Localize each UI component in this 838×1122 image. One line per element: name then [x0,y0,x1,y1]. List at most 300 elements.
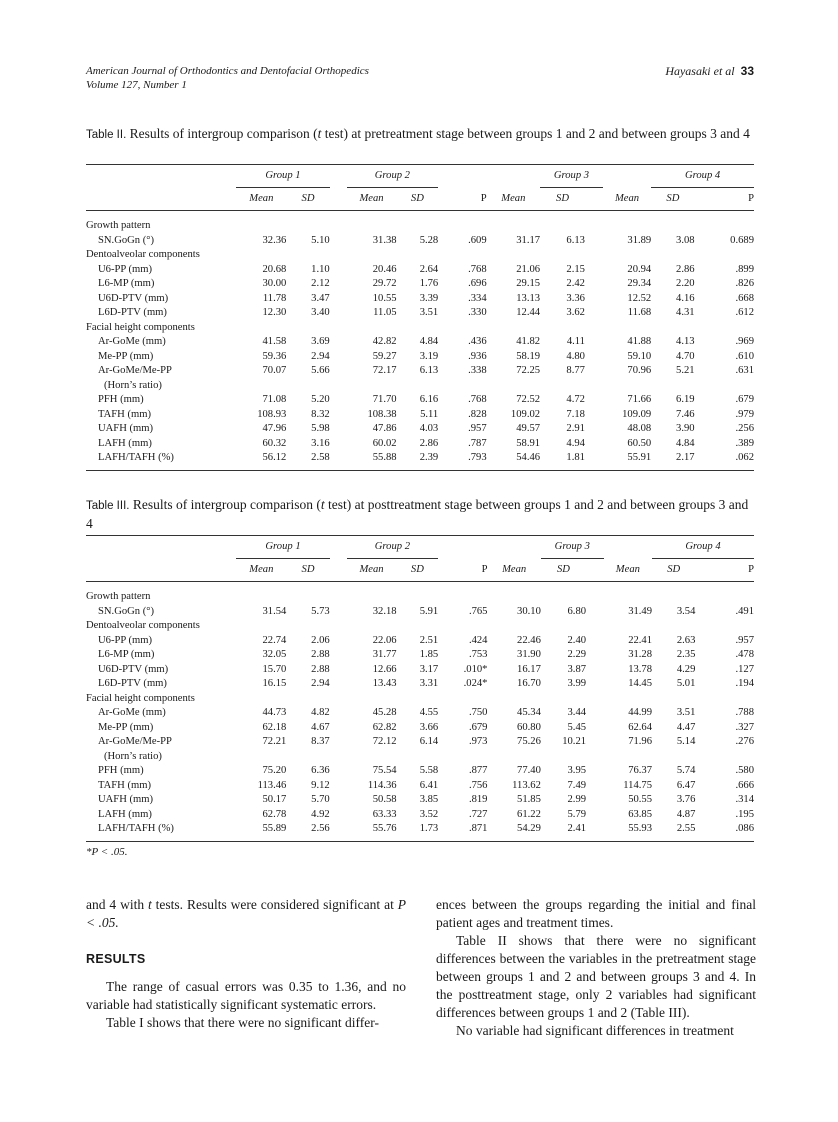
table-cell: 72.21 [262,736,287,747]
table-cell: 5.21 [676,365,695,376]
table-cell: 5.01 [676,678,696,689]
table-cell: .338 [468,365,487,376]
table-cell: 77.40 [517,765,541,776]
table-cell: 48.08 [627,423,652,434]
spacer-cell [585,437,603,452]
table-cell: .871 [468,823,488,834]
table-cell: .609 [468,234,487,246]
table-cell: 2.42 [566,278,585,289]
row-label: L6D-PTV (mm) [98,678,167,689]
table-cell: 10.21 [562,736,587,747]
table-cell: .877 [468,765,488,776]
table2-subhead-p: P [480,192,487,204]
spacer-cell [330,393,347,408]
table-cell: 1.10 [311,263,330,275]
spacer-cell [330,779,347,794]
table-cell: 47.96 [262,423,287,434]
row-label: L6D-PTV (mm) [98,307,167,318]
table-row [86,735,754,750]
table-cell: .580 [735,765,754,776]
row-label: PFH (mm) [98,394,144,405]
section-label: Facial height components [86,692,195,704]
table-cell: 8.37 [311,736,330,747]
spacer-cell [586,793,604,808]
table-cell: 5.91 [419,605,439,617]
journal-title: American Journal of Orthodontics and Dentofacial Orthopedics [86,65,369,77]
table-cell: 55.88 [372,452,397,463]
table-cell: 2.88 [311,663,330,675]
table-row [86,306,754,321]
table-cell: 1.85 [419,649,439,660]
table2-label: Table II. [86,129,127,141]
table-cell: 9.12 [311,779,330,791]
spacer-cell [330,364,347,379]
table-cell: .696 [468,278,487,289]
table-cell: 2.20 [676,278,695,289]
table3-subhead-blank [86,559,236,582]
table3-group-3: Group 3 [541,536,604,559]
table-cell: 5.66 [311,365,330,376]
table-cell: 4.82 [311,707,330,718]
table2-caption-t: t [317,126,322,141]
body-left-p1-c: P < .05. [86,897,406,930]
table-cell: .788 [735,707,754,718]
spacer-cell [585,335,603,350]
row-label: L6-MP (mm) [98,278,155,289]
table-cell: 13.78 [628,663,653,675]
spacer-cell [330,350,347,365]
table-cell: .194 [735,678,754,689]
table-cell: 72.12 [372,736,397,747]
table3-subhead-sd: SD [410,563,424,575]
table-cell: 4.87 [676,808,696,820]
table-cell: 2.29 [567,649,587,660]
table-cell: .756 [468,779,488,791]
table-cell: 55.76 [372,823,397,834]
table-cell: 8.77 [566,365,585,376]
row-label: LAFH (mm) [98,437,152,449]
row-label: Me-PP (mm) [98,350,154,362]
table-section-row [86,211,754,234]
spacer-cell [585,393,603,408]
table-row [86,422,754,437]
row-label: U6D-PTV (mm) [98,292,169,304]
table-cell: .668 [735,292,754,304]
table-cell: 75.20 [262,765,287,776]
table-cell: .086 [735,823,754,834]
spacer-cell [330,408,347,423]
table-cell: 2.99 [567,794,587,805]
table3-subhead-sd: SD [556,563,570,575]
table-row [86,277,754,292]
spacer-cell [586,822,604,841]
row-note: (Horn’s ratio) [104,750,162,762]
table-cell: 47.86 [372,423,397,434]
table-cell: 3.69 [311,336,330,347]
table-cell: 4.67 [311,721,330,733]
table-cell: .327 [735,721,754,733]
table-cell: .969 [735,336,754,347]
table-cell: 59.36 [262,350,287,362]
table-cell: 2.51 [419,634,439,646]
table-cell: 3.90 [676,423,695,434]
table-cell: 42.82 [372,336,397,347]
table-cell: 29.34 [627,278,652,289]
table-cell: 6.14 [419,736,439,747]
table-cell: 2.86 [419,437,439,449]
table-cell: 31.28 [628,649,653,660]
spacer-cell [586,764,604,779]
table-cell: 60.50 [627,437,652,449]
table-cell: 2.40 [567,634,587,646]
table-cell: 55.93 [628,823,653,834]
table-cell: .330 [468,307,487,318]
spacer-cell [586,605,604,620]
spacer-cell [330,648,347,663]
row-label: U6D-PTV (mm) [98,663,169,675]
spacer-cell [585,234,603,249]
spacer-cell [330,335,347,350]
table-cell: 1.76 [419,278,439,289]
table-cell: 61.22 [517,808,541,820]
table-cell: 70.96 [627,365,652,376]
table-cell: 75.26 [517,736,541,747]
table-cell: .768 [468,394,487,405]
table-row [86,408,754,423]
table-cell: 22.46 [517,634,541,646]
spacer-cell [330,634,347,649]
table-cell: 50.17 [262,794,287,805]
table-cell: 3.40 [311,307,330,318]
table-cell: 32.18 [372,605,397,617]
table-note-row [86,379,754,394]
table-cell: 72.17 [372,365,397,376]
table-cell: 29.72 [372,278,397,289]
table3 [86,535,754,842]
spacer-cell [585,292,603,307]
table-cell: 15.70 [262,663,287,675]
table-cell: .666 [735,779,754,791]
table-row [86,364,754,379]
spacer-cell [330,808,347,823]
table-cell: 6.80 [567,605,587,617]
table-cell: 12.44 [516,307,541,318]
table-cell: 3.99 [567,678,587,689]
table-cell: 3.54 [676,605,696,617]
table2-group-3: Group 3 [540,165,603,188]
table-row [86,350,754,365]
table-cell: 30.10 [517,605,541,617]
table-cell: 6.16 [419,394,439,405]
table-cell: 3.51 [676,707,696,718]
table-cell: 5.20 [311,394,330,405]
table-cell: 4.31 [676,307,695,318]
table-section-row [86,692,754,707]
table-cell: 109.02 [510,408,541,420]
spacer-cell [330,605,347,620]
section-label: Facial height components [86,321,195,333]
table-cell: 31.89 [627,234,652,246]
table-cell: .127 [735,663,754,675]
row-label: Ar-GoMe (mm) [98,336,166,347]
table-cell: .973 [468,736,488,747]
table-cell: 31.49 [628,605,653,617]
table-cell: .899 [735,263,754,275]
row-label: PFH (mm) [98,765,144,776]
table2-subhead-sd: SD [410,192,424,204]
table-cell: 60.32 [262,437,287,449]
table2-group-header [86,165,754,188]
table-cell: 3.47 [311,292,330,304]
table-cell: 5.11 [420,408,439,420]
table2-group-4: Group 4 [651,165,754,188]
table-cell: 3.31 [419,678,439,689]
table-cell: 59.10 [627,350,652,362]
table-cell: 4.11 [566,336,585,347]
table-cell: 22.74 [262,634,287,646]
table-cell: 29.15 [516,278,541,289]
table-cell: 71.70 [372,394,397,405]
body-left-p2: The range of casual errors was 0.35 to 1.36, and no variable had statistically significant systematic errors. [86,979,406,1012]
table-cell: 3.87 [567,663,587,675]
table-cell: 20.46 [372,263,397,275]
table-cell: 2.56 [311,823,330,834]
spacer-cell [585,364,603,379]
table-cell: 2.12 [311,278,330,289]
table-cell: 72.25 [516,365,541,376]
table-cell: .491 [735,605,754,617]
spacer-cell [330,735,347,750]
body-left-column [86,896,406,1032]
table-cell: 3.17 [419,663,439,675]
table-cell: .765 [468,605,488,617]
table-cell: 63.85 [628,808,653,820]
table-cell: 113.62 [512,779,541,791]
table-row [86,648,754,663]
section-label: Growth pattern [86,591,151,602]
journal-volume: Volume 127, Number 1 [86,79,187,91]
table-cell: 4.84 [419,336,439,347]
table2-subhead-mean: Mean [501,192,526,204]
table2-subhead-blank [585,188,603,211]
spacer-cell [330,422,347,437]
table-row [86,822,754,841]
table-cell: 32.05 [262,649,287,660]
table-row [86,335,754,350]
table-cell: .957 [735,634,754,646]
table-cell: .314 [735,794,754,805]
table-cell: 22.41 [628,634,653,646]
table-section-row [86,248,754,263]
spacer-cell [330,706,347,721]
row-label: LAFH/TAFH (%) [98,452,174,463]
table3-subhead-mean: Mean [615,563,640,575]
table-cell: 75.54 [372,765,397,776]
table-cell: .679 [735,394,754,405]
spacer-cell [585,277,603,292]
table-cell: 5.70 [311,794,330,805]
table-cell: 114.36 [367,779,397,791]
table2-caption-pre: Results of intergroup comparison ( [129,126,318,141]
table-cell: 5.45 [567,721,587,733]
table2 [86,164,754,471]
table-cell: 7.46 [676,408,695,420]
table-cell: 59.27 [372,350,397,362]
table-cell: 3.51 [419,307,439,318]
body-right-p1: ences between the groups regarding the initial and final patient ages and treatment times. [436,897,756,930]
table-cell: 2.63 [676,634,696,646]
table-cell: 55.91 [627,452,652,463]
spacer-cell [586,721,604,736]
table-cell: 6.13 [566,234,585,246]
table-cell: 3.62 [566,307,585,318]
table-cell: .424 [468,634,488,646]
table-cell: 2.15 [566,263,585,275]
table-cell: .612 [735,307,754,318]
spacer-cell [585,306,603,321]
table-cell: 63.33 [372,808,397,820]
table3-subhead-p: P [481,563,488,575]
table-cell: .610 [735,350,754,362]
table-cell: 5.79 [567,808,587,820]
body-right-p3: No variable had significant differences in treatment [456,1023,734,1038]
row-label: Ar-GoMe (mm) [98,707,166,718]
table-cell: 44.73 [262,707,287,718]
table-cell: 4.13 [676,336,695,347]
table3-group-header [86,536,754,559]
table-cell: 58.19 [516,350,541,362]
table-cell: .195 [735,808,754,820]
table-row [86,663,754,678]
table-cell: 3.08 [676,234,695,246]
table-cell: 62.64 [628,721,653,733]
table3-footnote: *P < .05. [86,846,128,858]
table-cell: 20.94 [627,263,652,275]
table-cell: 2.06 [311,634,330,646]
table3-subhead-blank [330,559,347,582]
table-cell: 6.41 [419,779,439,791]
table-cell: 4.16 [676,292,695,304]
table-cell: 4.03 [419,423,439,434]
table-cell: 114.75 [623,779,653,791]
table-cell: 51.85 [517,794,541,805]
spacer-cell [585,408,603,423]
table-section-row [86,582,754,605]
table-row [86,793,754,808]
table-cell: 50.58 [372,794,397,805]
table-cell: 5.10 [311,234,330,246]
table-cell: .276 [735,736,754,747]
spacer-cell [330,277,347,292]
table-row [86,706,754,721]
table-cell: 6.47 [676,779,696,791]
spacer-cell [330,306,347,321]
table-cell: 3.52 [419,808,439,820]
table-cell: 20.68 [262,263,287,275]
table-cell: 60.80 [517,721,541,733]
table-row [86,451,754,470]
row-label: L6-MP (mm) [98,649,155,660]
table-row [86,437,754,452]
table3-caption-pre: Results of intergroup comparison ( [132,497,321,512]
body-right-p2: Table II shows that there were no significant differences between the variables in the pretreatment stage between groups 1 and 2 and between groups 3 and 4. In the posttreatment stage, only 2 variables had significant differences between groups 1 and 2 (Table III). [436,933,756,1020]
table-cell: .024* [463,678,488,689]
table-cell: 4.70 [676,350,695,362]
table-cell: 3.66 [419,721,439,733]
table-cell: 5.14 [676,736,696,747]
table2-caption-post: test) at pretreatment stage between groups 1 and 2 and between groups 3 and 4 [321,126,750,141]
table-row [86,292,754,307]
table3-subhead-sd: SD [667,563,681,575]
table-cell: 49.57 [516,423,541,434]
table-cell: 7.18 [566,408,585,420]
spacer-cell [330,793,347,808]
table3-group-2: Group 2 [347,536,439,559]
authors: Hayasaki et al [665,64,735,78]
spacer-cell [585,350,603,365]
table-cell: 2.64 [419,263,439,275]
row-label: Ar-GoMe/Me-PP [98,365,172,376]
table-cell: 4.80 [566,350,585,362]
table-section-row [86,619,754,634]
table2-subhead-blank [330,188,347,211]
table-cell: 12.52 [627,292,652,304]
table2-group-2: Group 2 [347,165,439,188]
table-cell: 2.94 [311,350,330,362]
table-row [86,808,754,823]
table-cell: 13.43 [372,678,397,689]
table-cell: 54.46 [516,452,541,463]
table-cell: 41.58 [262,336,287,347]
row-label: U6-PP (mm) [98,263,153,275]
table-cell: .478 [735,649,754,660]
row-label: U6-PP (mm) [98,634,153,646]
spacer-cell [330,677,347,692]
table-cell: 11.05 [373,307,397,318]
table-cell: 54.29 [517,823,541,834]
table-cell: 30.00 [262,278,287,289]
table-cell: 12.30 [262,307,287,318]
table-cell: 62.82 [372,721,397,733]
table-cell: 2.55 [676,823,696,834]
row-label: TAFH (mm) [98,779,151,791]
table-cell: .389 [735,437,754,449]
table-row [86,605,754,620]
table-cell: .826 [735,278,754,289]
table3-subhead-blank [586,559,604,582]
table-cell: 45.28 [372,707,397,718]
row-label: LAFH (mm) [98,808,152,820]
table-row [86,234,754,249]
table-cell: 7.49 [567,779,587,791]
table-cell: 58.91 [516,437,541,449]
table-cell: 2.17 [676,452,695,463]
table-cell: .787 [468,437,487,449]
table-cell: .727 [468,808,488,820]
table3-subhead-p: P [748,563,754,575]
table3-subhead-mean: Mean [249,563,274,575]
table-cell: 3.76 [676,794,696,805]
table3-subheader [86,559,754,582]
table-cell: 2.86 [676,263,695,275]
table3-group-1: Group 1 [236,536,329,559]
table-cell: .256 [735,423,754,434]
table-cell: 21.06 [516,263,541,275]
table-cell: 45.34 [517,707,541,718]
table-cell: 5.98 [311,423,330,434]
table2-group-1: Group 1 [236,165,329,188]
table-cell: 41.88 [627,336,652,347]
